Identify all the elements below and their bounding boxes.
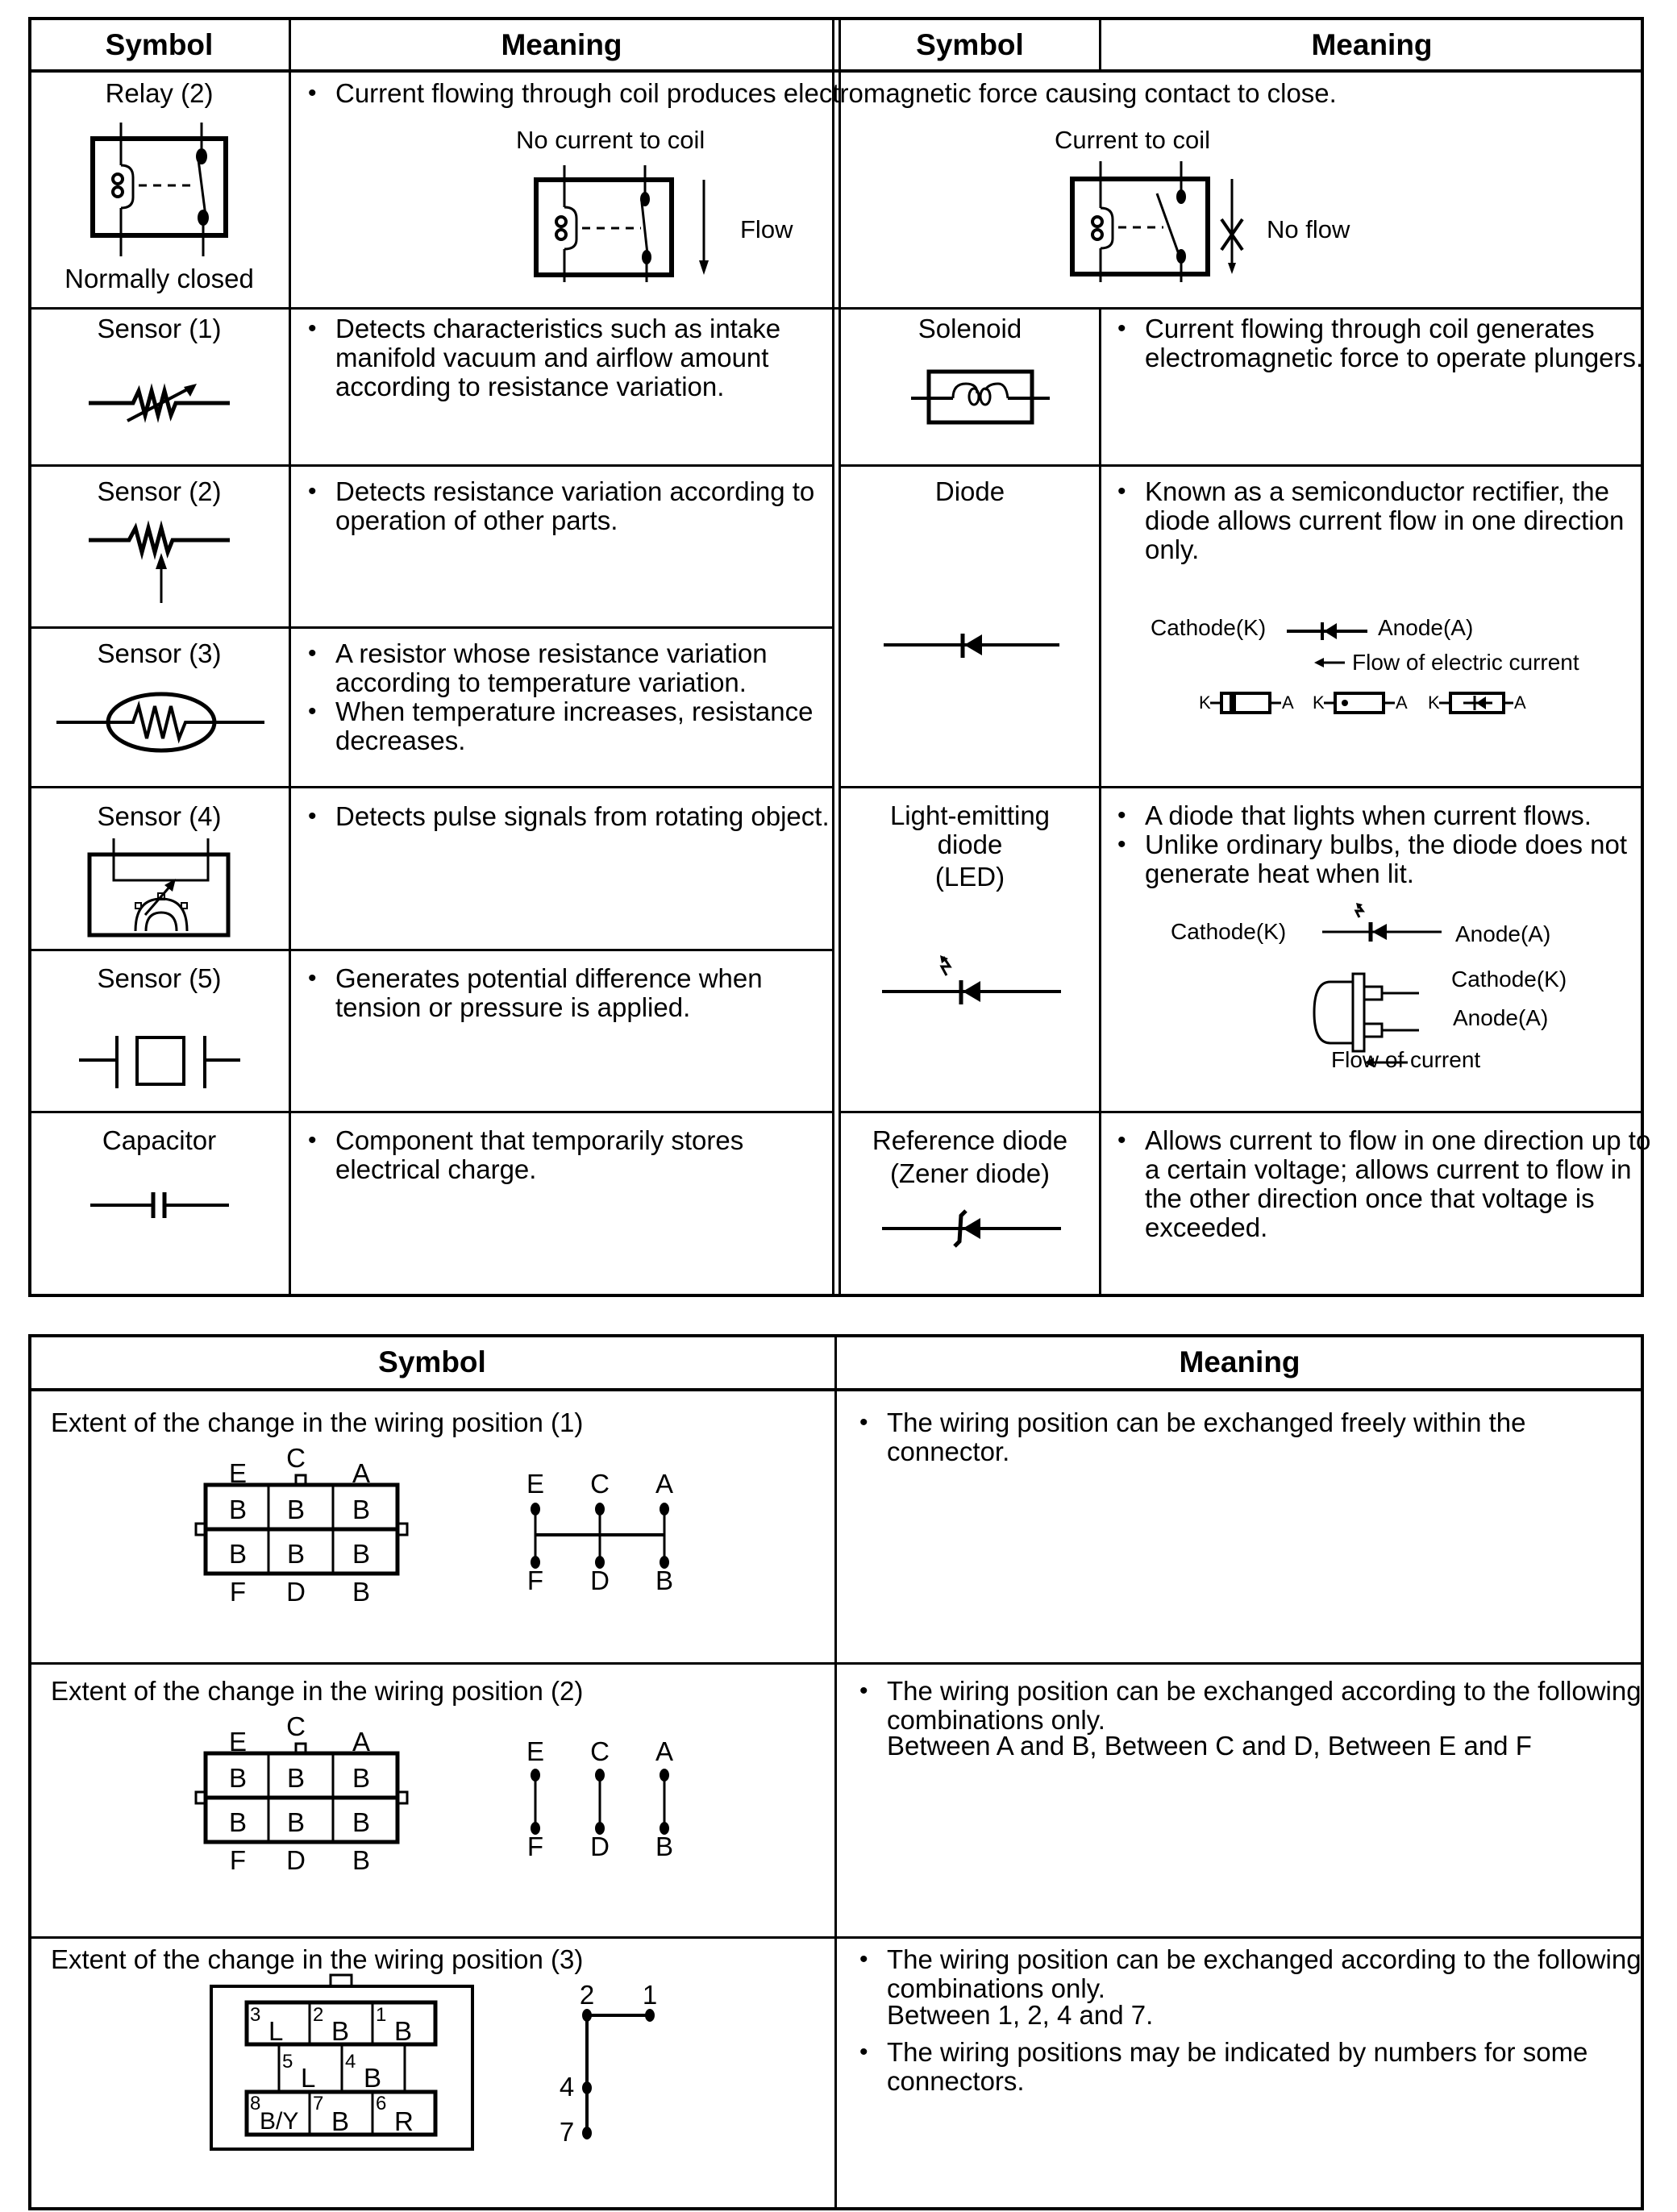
sch1-label-a: A bbox=[655, 1469, 673, 1499]
capacitor-icon bbox=[90, 1189, 231, 1221]
diode-anode-label: Anode(A) bbox=[1378, 615, 1474, 640]
led-icon bbox=[882, 955, 1063, 1012]
pin-color: B bbox=[331, 2106, 350, 2136]
sensor-3-meaning-1: • A resistor whose resistance variation according to temperature variation. bbox=[303, 639, 851, 697]
conn2-label-a: A bbox=[352, 1727, 370, 1757]
led-name-line3: (LED) bbox=[934, 862, 1005, 892]
piezo-sensor-icon bbox=[79, 1024, 240, 1096]
conn1-cell: B bbox=[228, 1539, 247, 1569]
wiring-3-meaning-2: • The wiring positions may be indicated by numbers for some connectors. bbox=[855, 2038, 1661, 2096]
pin-color: B bbox=[331, 2016, 350, 2046]
relay-current-diagram-icon bbox=[1068, 161, 1254, 282]
capacitor-name: Capacitor bbox=[102, 1125, 217, 1155]
pkg2-a-label: A bbox=[1396, 692, 1408, 713]
pin-number: 5 bbox=[282, 2051, 293, 2073]
potentiometer-icon bbox=[89, 524, 234, 605]
zener-diode-icon bbox=[882, 1209, 1063, 1249]
conn1-label-f: F bbox=[229, 1577, 247, 1607]
conn1-cell: B bbox=[286, 1495, 305, 1524]
pulse-sensor-icon bbox=[87, 838, 232, 939]
wiring-3-combinations: Between 1, 2, 4 and 7. bbox=[887, 2000, 1154, 2030]
pkg1-k-label: K bbox=[1199, 692, 1211, 713]
pin-number: 6 bbox=[376, 2093, 387, 2114]
led-flow-label: Flow of current bbox=[1331, 1047, 1481, 1072]
flow-label: Flow bbox=[740, 215, 793, 243]
pkg1-a-label: A bbox=[1282, 692, 1294, 713]
header-symbol-left: Symbol bbox=[105, 28, 214, 61]
led-name-line2: diode bbox=[937, 830, 1003, 859]
sch1-label-c: C bbox=[590, 1469, 610, 1499]
conn1-label-e: E bbox=[228, 1458, 247, 1488]
wiring-1-meaning: • The wiring position can be exchanged freely within the connector. bbox=[855, 1408, 1645, 1466]
sch3-label-2: 2 bbox=[579, 1980, 595, 2010]
header-meaning: Meaning bbox=[1179, 1345, 1300, 1378]
solenoid-icon bbox=[911, 369, 1056, 426]
sensor-1-name: Sensor (1) bbox=[97, 314, 222, 343]
conn1-label-d: D bbox=[286, 1577, 306, 1607]
diode-cathode-label: Cathode(K) bbox=[1151, 615, 1267, 640]
no-current-label: No current to coil bbox=[516, 126, 705, 154]
header-symbol-right: Symbol bbox=[916, 28, 1024, 61]
sensor-4-name: Sensor (4) bbox=[97, 801, 222, 831]
pin-color: L bbox=[268, 2016, 284, 2046]
diode-meaning: • Known as a semiconductor rectifier, the diode allows current flow in one direction only. bbox=[1113, 477, 1661, 564]
sch2-label-e: E bbox=[526, 1736, 544, 1766]
led-anode-label-2: Anode(A) bbox=[1453, 1005, 1549, 1030]
pin-number: 3 bbox=[250, 2004, 261, 2026]
sch2-label-c: C bbox=[590, 1736, 610, 1766]
wiring-2-meaning: • The wiring position can be exchanged according to the following combinations only. bbox=[855, 1677, 1645, 1735]
thermistor-icon bbox=[56, 692, 266, 753]
solenoid-meaning: • Current flowing through coil generates electromagnetic force to operate plungers. bbox=[1113, 314, 1661, 372]
wiring-2-title: Extent of the change in the wiring position (2) bbox=[51, 1676, 584, 1706]
conn1-cell: B bbox=[352, 1495, 370, 1524]
diode-icon bbox=[884, 629, 1061, 661]
pin-number: 1 bbox=[376, 2004, 387, 2026]
sensor-5-meaning: • Generates potential difference when tension or pressure is applied. bbox=[303, 964, 851, 1022]
conn1-label-a: A bbox=[352, 1458, 370, 1488]
conn2-cell: B bbox=[286, 1807, 305, 1837]
conn2-label-c: C bbox=[286, 1711, 306, 1741]
led-meaning-1: • A diode that lights when current flows. bbox=[1113, 801, 1669, 830]
zener-meaning: • Allows current to flow in one direction up to a certain voltage; allows current to flow in the other direction once that voltage is exceeded. bbox=[1113, 1126, 1661, 1242]
header-symbol: Symbol bbox=[378, 1345, 486, 1378]
sensor-3-meaning-2: • When temperature increases, resistance decreases. bbox=[303, 697, 851, 755]
led-cathode-label: Cathode(K) bbox=[1171, 919, 1287, 944]
sch3-label-7: 7 bbox=[559, 2117, 575, 2147]
relay-caption: Normally closed bbox=[64, 264, 254, 293]
pin-color: L bbox=[301, 2063, 316, 2093]
variable-resistor-icon bbox=[89, 379, 234, 427]
pin-number: 8 bbox=[250, 2093, 261, 2114]
sensor-2-name: Sensor (2) bbox=[97, 476, 222, 506]
zener-name-line1: Reference diode bbox=[872, 1125, 1068, 1155]
conn1-cell: B bbox=[228, 1495, 247, 1524]
relay-normally-closed-icon bbox=[89, 121, 234, 258]
diode-package-band-icon bbox=[1210, 692, 1291, 714]
wiring-2-combinations: Between A and B, Between C and D, Between E and F bbox=[887, 1731, 1532, 1761]
conn2-label-d: D bbox=[286, 1845, 306, 1875]
conn2-cell: B bbox=[228, 1807, 247, 1837]
sch1-label-f: F bbox=[526, 1565, 544, 1595]
diode-flow-label: Flow of electric current bbox=[1352, 650, 1579, 675]
header-meaning-left: Meaning bbox=[501, 28, 622, 61]
schematic-1-2-4-7-icon bbox=[580, 2007, 661, 2144]
led-anode-label: Anode(A) bbox=[1455, 921, 1551, 946]
sch3-label-1: 1 bbox=[642, 1980, 658, 2010]
pkg3-k-label: K bbox=[1428, 692, 1440, 713]
diode-package-symbol-icon bbox=[1439, 692, 1520, 714]
conn2-cell: B bbox=[228, 1763, 247, 1793]
conn2-label-f: F bbox=[229, 1845, 247, 1875]
sensor-4-meaning: • Detects pulse signals from rotating object. bbox=[303, 802, 851, 831]
wiring-1-title: Extent of the change in the wiring position (1) bbox=[51, 1407, 584, 1437]
sch3-label-4: 4 bbox=[559, 2072, 575, 2102]
conn2-label-b: B bbox=[352, 1845, 370, 1875]
header-meaning-right: Meaning bbox=[1311, 28, 1433, 61]
sch1-label-b: B bbox=[655, 1565, 673, 1595]
pkg3-a-label: A bbox=[1514, 692, 1526, 713]
relay-name: Relay (2) bbox=[105, 78, 214, 108]
pkg2-k-label: K bbox=[1313, 692, 1325, 713]
conn2-cell: B bbox=[286, 1763, 305, 1793]
conn2-cell: B bbox=[352, 1807, 370, 1837]
solenoid-name: Solenoid bbox=[918, 314, 1022, 343]
diode-small-icon bbox=[1287, 621, 1369, 642]
pin-number: 7 bbox=[313, 2093, 324, 2114]
conn1-cell: B bbox=[352, 1539, 370, 1569]
conn1-cell: B bbox=[286, 1539, 305, 1569]
flow-arrow-left-icon bbox=[1314, 657, 1345, 668]
conn1-label-c: C bbox=[286, 1443, 306, 1473]
sch2-label-a: A bbox=[655, 1736, 673, 1766]
current-label: Current to coil bbox=[1055, 126, 1210, 154]
sch2-label-d: D bbox=[590, 1832, 610, 1861]
diode-name: Diode bbox=[934, 476, 1005, 506]
sch1-label-d: D bbox=[590, 1565, 610, 1595]
wiring-3-meaning-1: • The wiring position can be exchanged according to the following combinations only. bbox=[855, 1945, 1645, 2003]
pin-color: B/Y bbox=[260, 2108, 299, 2135]
sensor-3-name: Sensor (3) bbox=[97, 638, 222, 668]
sch2-label-f: F bbox=[526, 1832, 544, 1861]
conn1-label-b: B bbox=[352, 1577, 370, 1607]
relay-no-current-diagram-icon bbox=[532, 165, 726, 282]
pin-color: B bbox=[364, 2063, 382, 2093]
led-small-icon bbox=[1322, 903, 1443, 943]
wiring-3-title: Extent of the change in the wiring position (3) bbox=[51, 1944, 584, 1974]
zener-name-line2: (Zener diode) bbox=[889, 1158, 1051, 1188]
conn2-cell: B bbox=[352, 1763, 370, 1793]
pin-color: B bbox=[394, 2016, 413, 2046]
sensor-1-meaning: • Detects characteristics such as intake manifold vacuum and airflow amount according to resistance variation. bbox=[303, 314, 851, 401]
sch2-label-b: B bbox=[655, 1832, 673, 1861]
pin-color: R bbox=[394, 2106, 414, 2136]
capacitor-meaning: • Component that temporarily stores electrical charge. bbox=[303, 1126, 851, 1184]
led-name-line1: Light-emitting bbox=[889, 800, 1051, 830]
led-meaning-2: • Unlike ordinary bulbs, the diode does not generate heat when lit. bbox=[1113, 830, 1661, 888]
diode-package-dot-icon bbox=[1324, 692, 1404, 714]
led-cathode-label-2: Cathode(K) bbox=[1451, 967, 1567, 992]
relay-meaning: • Current flowing through coil produces electromagnetic force causing contact to close. bbox=[303, 79, 1658, 108]
no-flow-label: No flow bbox=[1267, 215, 1350, 243]
sensor-2-meaning: • Detects resistance variation according to operation of other parts. bbox=[303, 477, 851, 535]
sensor-5-name: Sensor (5) bbox=[97, 963, 222, 993]
sch1-label-e: E bbox=[526, 1469, 544, 1499]
conn2-label-e: E bbox=[228, 1727, 247, 1757]
pin-number: 2 bbox=[313, 2004, 324, 2026]
pin-number: 4 bbox=[345, 2051, 356, 2073]
